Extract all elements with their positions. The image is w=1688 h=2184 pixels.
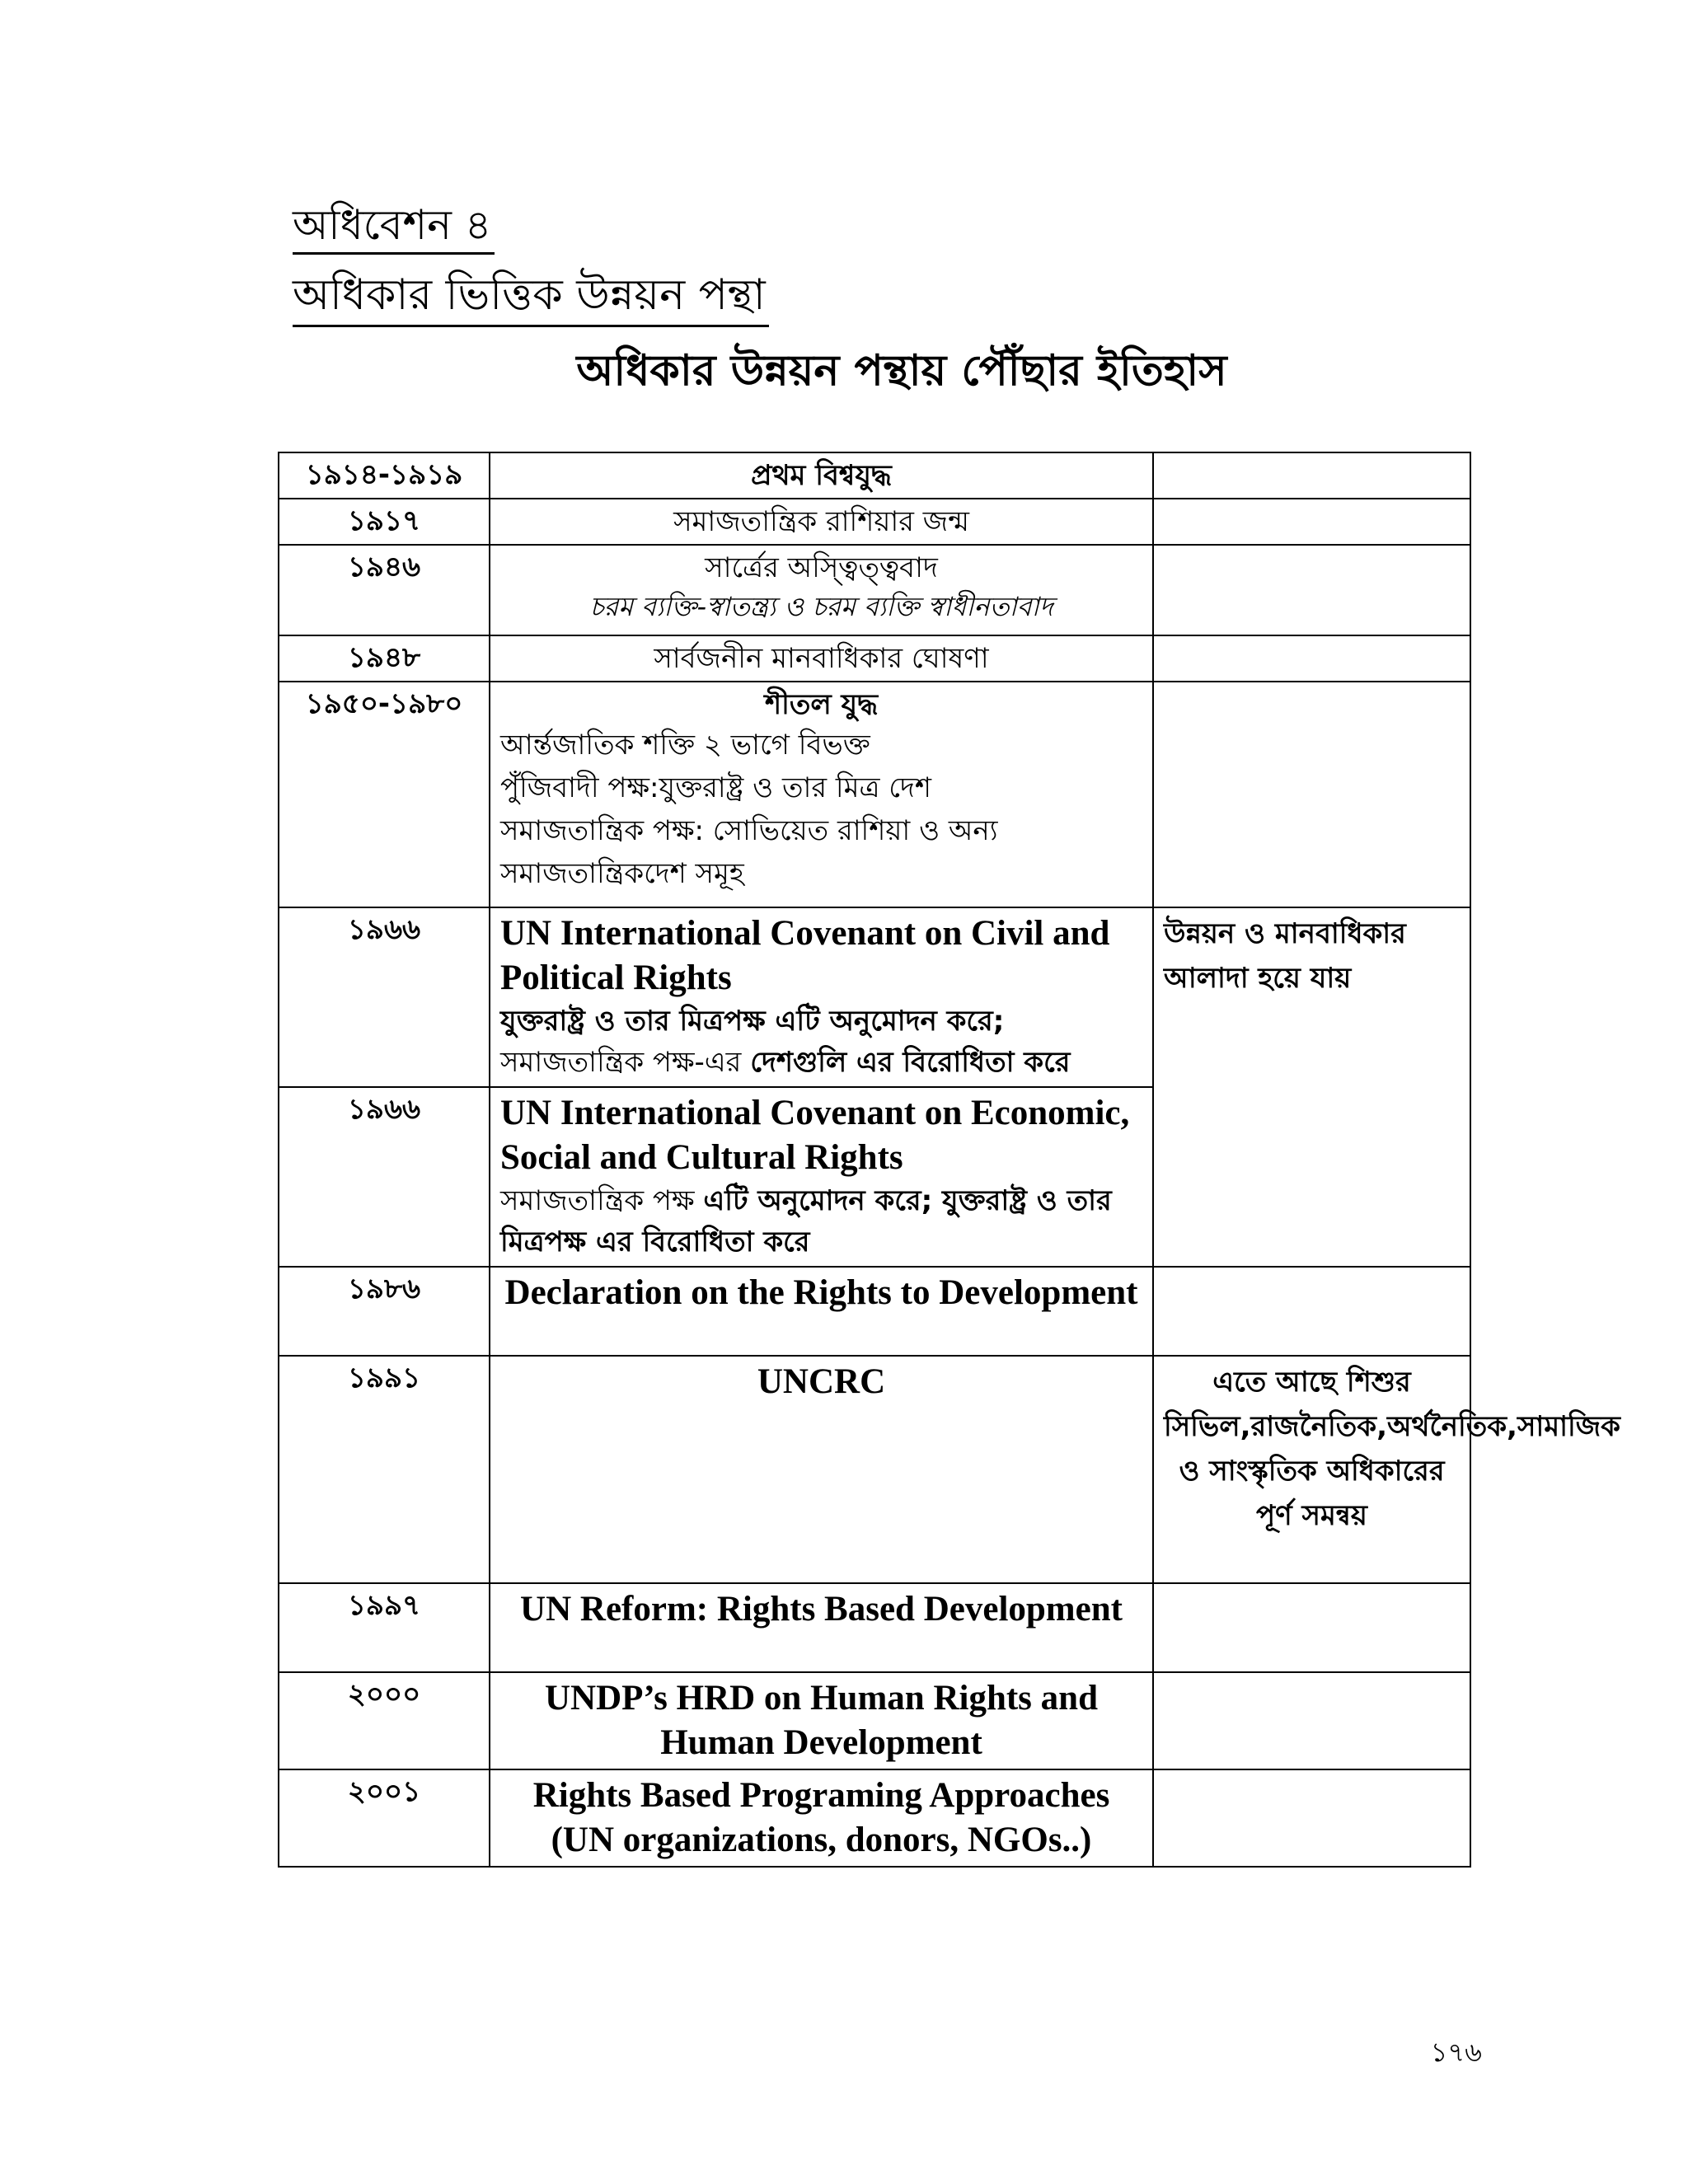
page-subtitle: অধিকার উন্নয়ন পন্থায় পৌঁছার ইতিহাস — [576, 346, 1227, 396]
row-note — [1153, 635, 1470, 682]
row-event — [490, 452, 1153, 499]
row-event — [490, 1583, 1153, 1672]
row-event — [490, 682, 1153, 907]
session-heading: অধিবেশন ৪ — [293, 198, 495, 255]
table-row — [279, 1672, 1470, 1769]
event-line — [500, 1042, 1142, 1083]
row-event — [490, 1356, 1153, 1583]
row-year: ১৯৬৬ — [279, 907, 490, 1087]
row-year: ১৯১৭ — [279, 499, 490, 545]
row-event — [490, 907, 1153, 1087]
event-title: UNCRC — [757, 1362, 886, 1401]
row-year: ১৯৬৬ — [279, 1087, 490, 1267]
event-title: শীতল যুদ্ধ — [764, 688, 879, 721]
page-number: ১৭৬ — [1430, 2036, 1482, 2068]
event-title: সার্ত্রের অস্ত্বিত্ত্ববাদ — [705, 551, 938, 584]
table-row — [279, 1583, 1470, 1672]
table-row — [279, 1769, 1470, 1867]
row-note — [1153, 1769, 1470, 1867]
event-title: UN Reform: Rights Based Development — [520, 1590, 1123, 1629]
event-line: সমাজতান্ত্রিক পক্ষ: সোভিয়েত রাশিয়া ও অন্য — [500, 814, 998, 847]
row-year: ১৯৫০-১৯৮০ — [279, 682, 490, 907]
event-line-bold: দেশগুলি এর বিরোধিতা করে — [750, 1046, 1071, 1079]
event-title: Declaration on the Rights to Development — [504, 1273, 1138, 1312]
row-event — [490, 499, 1153, 545]
event-line-plain: সমাজতান্ত্রিক পক্ষ-এর — [500, 1046, 751, 1079]
row-year: ১৯৮৬ — [279, 1267, 490, 1356]
event-line: আর্ন্তজাতিক শক্তি ২ ভাগে বিভক্ত — [500, 729, 870, 762]
row-event — [490, 1769, 1153, 1867]
row-year: ২০০০ — [279, 1672, 490, 1769]
row-note: এতে আছে শিশুর সিভিল,রাজনৈতিক,অর্থনৈতিক,সামাজিক ও সাংস্কৃতিক অধিকারের পূর্ণ সমন্বয় — [1153, 1356, 1470, 1583]
row-event — [490, 545, 1153, 635]
row-note: উন্নয়ন ও মানবাধিকার আলাদা হয়ে যায় — [1153, 907, 1470, 1267]
event-title: UN International Covenant on Economic, Social and Cultural Rights — [500, 1094, 1130, 1177]
event-title: প্রথম বিশ্বযুদ্ধ — [751, 459, 892, 492]
row-event — [490, 1267, 1153, 1356]
row-note — [1153, 1672, 1470, 1769]
event-line-plain: সমাজতান্ত্রিক পক্ষ — [500, 1184, 704, 1217]
row-note — [1153, 545, 1470, 635]
event-title: সার্বজনীন মানবাধিকার ঘোষণা — [654, 642, 989, 675]
table-row — [279, 682, 1470, 907]
history-timeline-table — [278, 452, 1620, 1868]
table-row — [279, 452, 1470, 499]
row-note — [1153, 682, 1470, 907]
row-event — [490, 1087, 1153, 1267]
row-note — [1153, 452, 1470, 499]
row-year: ১৯৪৮ — [279, 635, 490, 682]
row-note — [1153, 1267, 1470, 1356]
event-title: সমাজতান্ত্রিক রাশিয়ার জন্ম — [673, 505, 969, 538]
row-year: ১৯১৪-১৯১৯ — [279, 452, 490, 499]
event-line: পুঁজিবাদী পক্ষ:যুক্তরাষ্ট্র ও তার মিত্র দেশ — [500, 771, 932, 804]
row-year: ১৯৯১ — [279, 1356, 490, 1583]
table-row — [279, 499, 1470, 545]
table-row — [279, 635, 1470, 682]
row-note — [1153, 499, 1470, 545]
row-event — [490, 635, 1153, 682]
table-row — [279, 545, 1470, 635]
row-note — [1153, 1583, 1470, 1672]
event-line-bold: এটি অনুমোদন করে; যুক্তরাষ্ট্র ও তার মিত্রপক্ষ এর বিরোধিতা করে — [500, 1184, 1112, 1258]
event-line: সমাজতান্ত্রিকদেশ সমূহ — [500, 857, 744, 890]
event-line: যুক্তরাষ্ট্র ও তার মিত্রপক্ষ এটি অনুমোদন করে; — [500, 1005, 1005, 1038]
event-title: UNDP’s HRD on Human Rights and Human Development — [545, 1679, 1098, 1762]
event-line — [500, 1180, 1142, 1263]
table-row — [279, 1356, 1470, 1583]
row-event — [490, 1672, 1153, 1769]
table-row — [279, 1267, 1470, 1356]
table-row — [279, 907, 1470, 1087]
module-title: অধিকার ভিত্তিক উন্নয়ন পন্থা — [293, 265, 769, 327]
row-year: ১৯৯৭ — [279, 1583, 490, 1672]
event-subtitle: চরম ব্যক্তি-স্বাতন্ত্র্য ও চরম ব্যক্তি স্বাধীনতাবাদ — [589, 591, 1053, 622]
event-title: UN International Covenant on Civil and Political Rights — [500, 914, 1110, 997]
row-year: ১৯৪৬ — [279, 545, 490, 635]
row-year: ২০০১ — [279, 1769, 490, 1867]
event-title: Rights Based Programing Approaches (UN organizations, donors, NGOs..) — [532, 1776, 1110, 1859]
